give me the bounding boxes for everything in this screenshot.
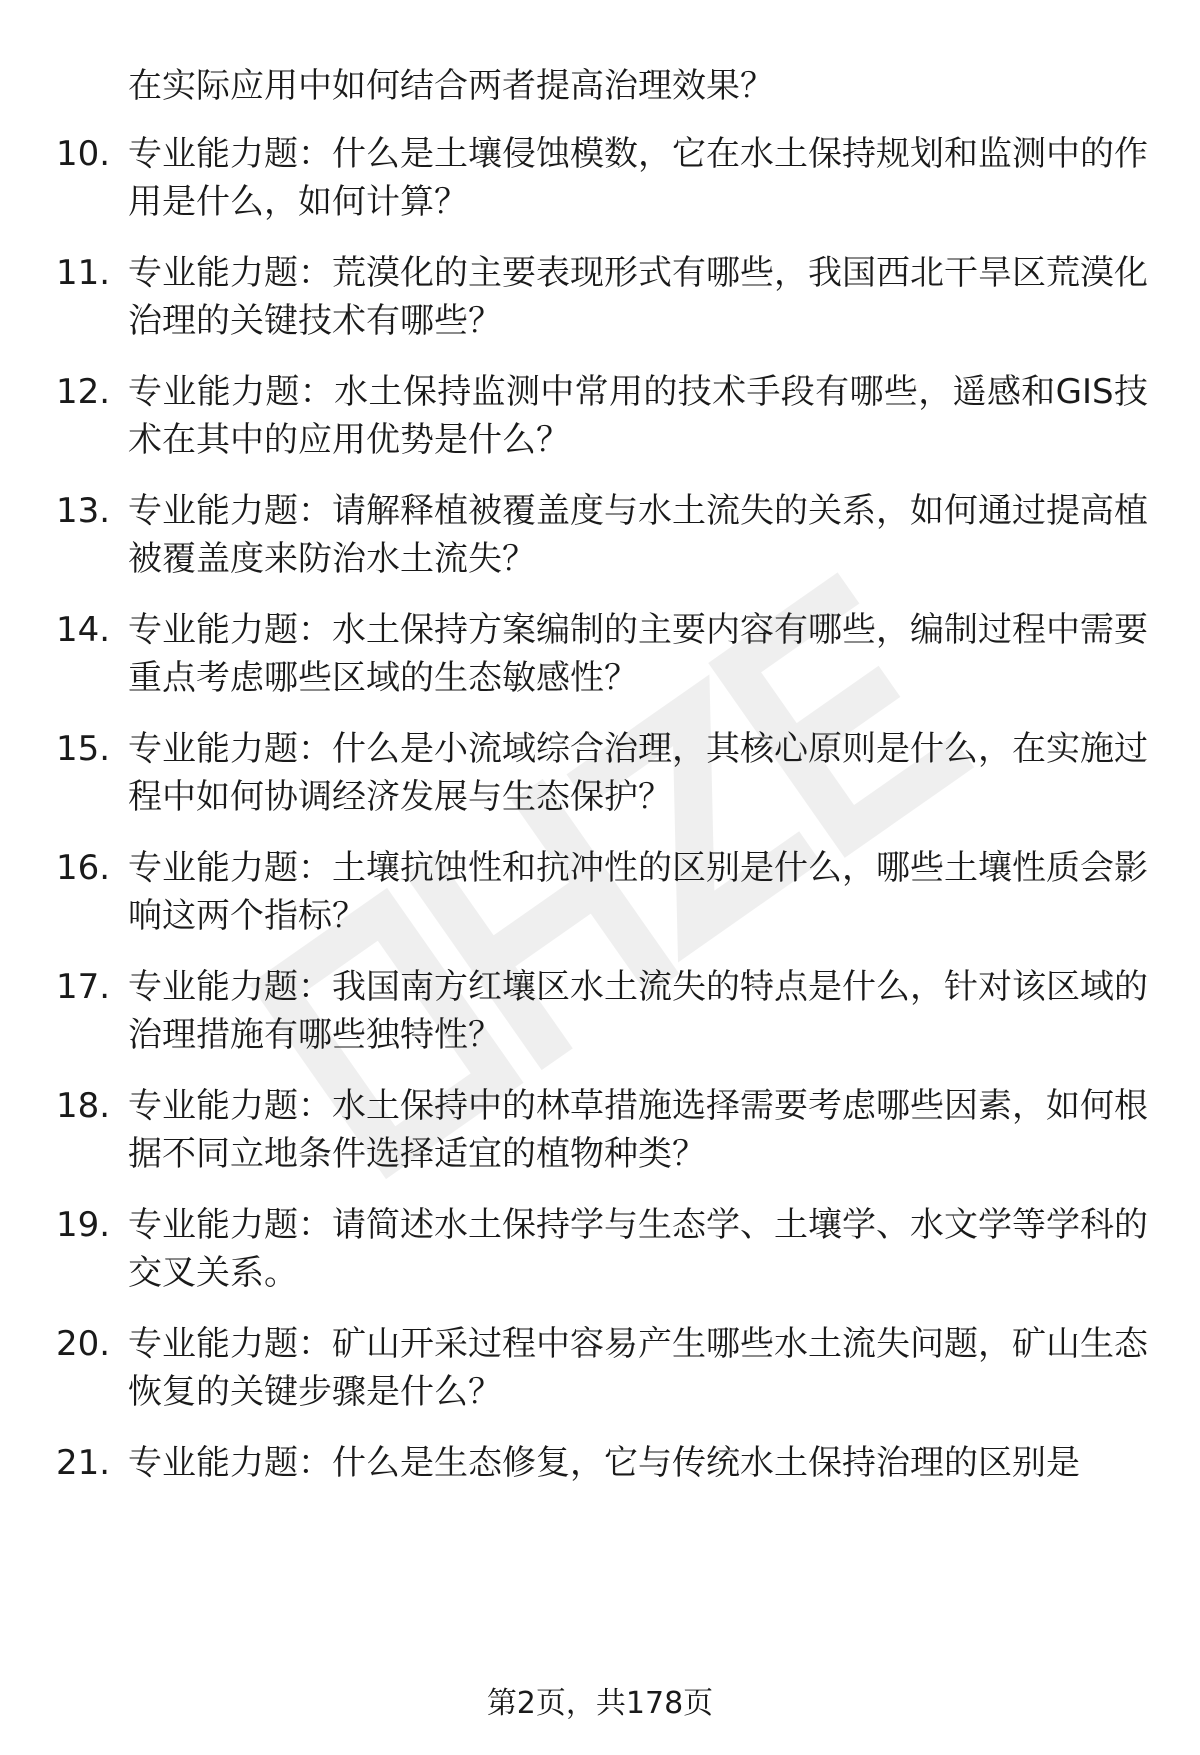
question-item-21 — [0, 1439, 1200, 1489]
question-number: 17. — [56, 967, 111, 1007]
question-item-17 — [0, 963, 1200, 1063]
question-number: 20. — [56, 1324, 111, 1364]
question-text: 专业能力题：我国南方红壤区水土流失的特点是什么，针对该区域的治理措施有哪些独特性？ — [128, 967, 1148, 1055]
question-text: 专业能力题：水土保持方案编制的主要内容有哪些，编制过程中需要重点考虑哪些区域的生态敏感性？ — [128, 610, 1148, 698]
question-item-16 — [0, 844, 1200, 944]
question-item-15 — [0, 725, 1200, 825]
question-item-12 — [0, 368, 1200, 468]
question-text: 专业能力题：请解释植被覆盖度与水土流失的关系，如何通过提高植被覆盖度来防治水土流失？ — [128, 491, 1148, 579]
question-number: 12. — [56, 372, 111, 412]
question-number: 15. — [56, 729, 111, 769]
question-number: 18. — [56, 1086, 111, 1126]
question-text: 专业能力题：什么是小流域综合治理，其核心原则是什么，在实施过程中如何协调经济发展与生态保护？ — [128, 729, 1148, 817]
question-text: 专业能力题：什么是土壤侵蚀模数，它在水土保持规划和监测中的作用是什么，如何计算？ — [128, 134, 1148, 222]
question-text: 专业能力题：水土保持中的林草措施选择需要考虑哪些因素，如何根据不同立地条件选择适宜的植物种类？ — [128, 1086, 1148, 1174]
continued-question-text: 在实际应用中如何结合两者提高治理效果？ — [128, 66, 774, 106]
question-number: 14. — [56, 610, 111, 650]
question-text: 专业能力题：请简述水土保持学与生态学、土壤学、水文学等学科的交叉关系。 — [128, 1205, 1148, 1293]
question-number: 10. — [56, 134, 111, 174]
question-text: 专业能力题：矿山开采过程中容易产生哪些水土流失问题，矿山生态恢复的关键步骤是什么？ — [128, 1324, 1148, 1412]
question-number: 21. — [56, 1443, 111, 1483]
question-item-19 — [0, 1201, 1200, 1301]
page-number-footer: 第2页，共178页 — [486, 1686, 714, 1721]
question-item-18 — [0, 1082, 1200, 1182]
question-text: 专业能力题：水土保持监测中常用的技术手段有哪些，遥感和GIS技术在其中的应用优势是什么？ — [128, 372, 1148, 460]
question-text: 专业能力题：土壤抗蚀性和抗冲性的区别是什么，哪些土壤性质会影响这两个指标？ — [128, 848, 1148, 936]
question-item-13 — [0, 487, 1200, 587]
question-item-10 — [0, 130, 1200, 230]
question-text: 专业能力题：荒漠化的主要表现形式有哪些，我国西北干旱区荒漠化治理的关键技术有哪些？ — [128, 253, 1148, 341]
question-item-11 — [0, 249, 1200, 349]
question-item-20 — [0, 1320, 1200, 1420]
question-number: 19. — [56, 1205, 111, 1245]
question-number: 11. — [56, 253, 111, 293]
question-text: 专业能力题：什么是生态修复，它与传统水土保持治理的区别是 — [128, 1443, 1080, 1483]
question-item-14 — [0, 606, 1200, 706]
question-number: 16. — [56, 848, 111, 888]
question-number: 13. — [56, 491, 111, 531]
